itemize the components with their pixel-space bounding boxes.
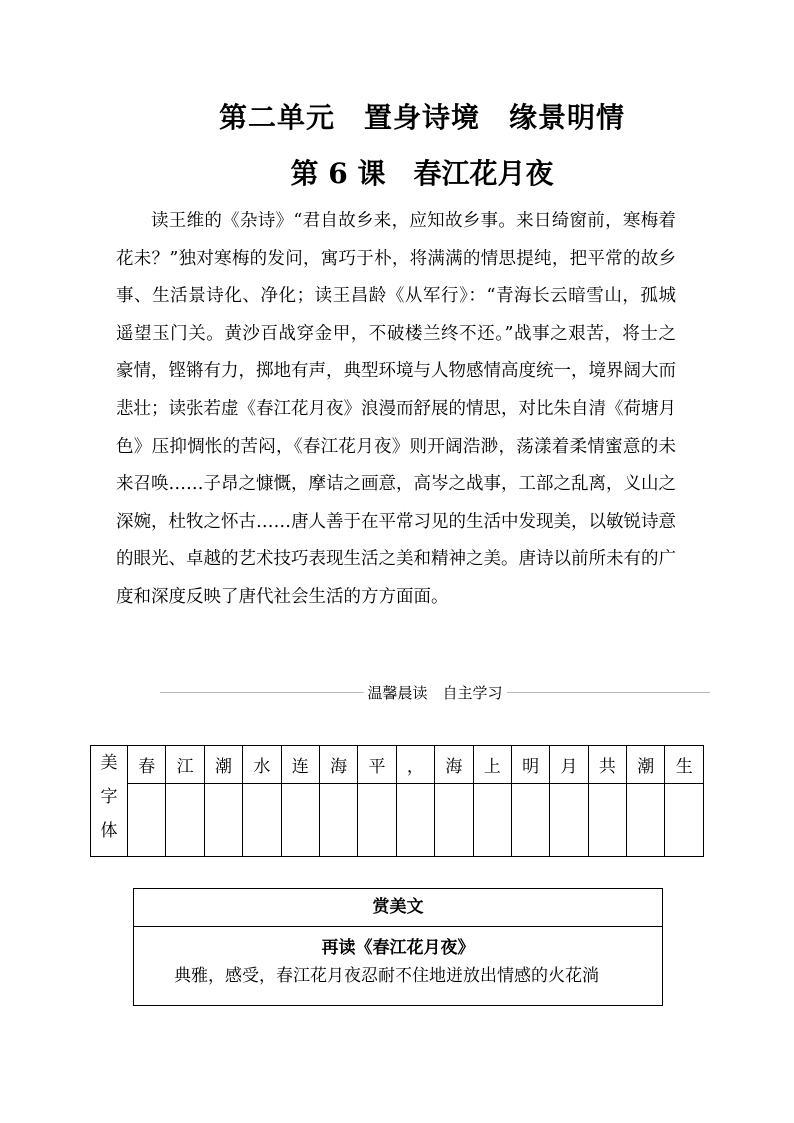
lesson-title: 第 6 课 春江花月夜 xyxy=(290,157,554,190)
section-divider xyxy=(160,680,710,704)
calligraphy-char: 春 xyxy=(128,746,166,784)
practice-cell[interactable] xyxy=(319,784,357,857)
calligraphy-char: 海 xyxy=(435,746,473,784)
calligraphy-char: 潮 xyxy=(627,746,665,784)
calligraphy-char: 月 xyxy=(550,746,588,784)
calligraphy-char-row xyxy=(91,746,704,784)
calligraphy-char: 明 xyxy=(511,746,549,784)
practice-cell[interactable] xyxy=(128,784,166,857)
calligraphy-label-char: 字 xyxy=(100,787,118,807)
calligraphy-char: ， xyxy=(396,746,434,784)
calligraphy-char: 海 xyxy=(319,746,357,784)
calligraphy-char: 江 xyxy=(166,746,204,784)
calligraphy-practice-table xyxy=(90,745,704,857)
practice-cell[interactable] xyxy=(166,784,204,857)
calligraphy-label-char: 美 xyxy=(100,753,118,773)
practice-cell[interactable] xyxy=(665,784,704,857)
calligraphy-char: 生 xyxy=(665,746,704,784)
practice-cell[interactable] xyxy=(204,784,242,857)
practice-cell[interactable] xyxy=(396,784,434,857)
calligraphy-char: 上 xyxy=(473,746,511,784)
practice-cell[interactable] xyxy=(435,784,473,857)
practice-cell[interactable] xyxy=(358,784,396,857)
appreciation-box xyxy=(133,888,663,1006)
practice-cell[interactable] xyxy=(627,784,665,857)
practice-cell[interactable] xyxy=(588,784,626,857)
practice-cell[interactable] xyxy=(281,784,319,857)
calligraphy-char: 潮 xyxy=(204,746,242,784)
calligraphy-char: 共 xyxy=(588,746,626,784)
divider-line-left xyxy=(160,692,364,693)
intro-paragraph: 读王维的《杂诗》“君自故乡来，应知故乡事。来日绮窗前，寒梅着花未？”独对寒梅的发问，寓巧于朴，将满满的情思提纯，把平常的故乡事、生活景诗化、净化；读王昌龄《从军行》：“青海长云暗雪山，孤城遥望玉门关。黄沙百战穿金甲，不破楼兰终不还。”战事之艰苦，将士之豪情，铿锵有力，掷地有声，典型环境与人物感情高度统一，境界阔大而悲壮；读张若虚《春江花月夜》浪漫而舒展的情思，对比朱自清《荷塘月色》压抑惆怅的苦闷，《春江花月夜》则开阔浩渺，荡漾着柔情蜜意的未来召唤……子昂之慷慨，摩诘之画意，高岑之战事，工部之乱离，义山之深婉，杜牧之怀古……唐人善于在平常习见的生活中发现美，以敏锐诗意的眼光、卓越的艺术技巧表现生活之美和精神之美。唐诗以前所未有的广度和深度反映了唐代社会生活的方方面面。 xyxy=(116,211,676,607)
calligraphy-char: 连 xyxy=(281,746,319,784)
practice-cell[interactable] xyxy=(243,784,281,857)
practice-cell[interactable] xyxy=(550,784,588,857)
calligraphy-char: 平 xyxy=(358,746,396,784)
appreciation-title: 赏美文 xyxy=(134,889,662,927)
practice-cell[interactable] xyxy=(511,784,549,857)
unit-title: 第二单元 置身诗境 缘景明情 xyxy=(218,101,625,134)
divider-line-right xyxy=(507,692,711,693)
calligraphy-label-cell xyxy=(91,746,128,857)
calligraphy-char: 水 xyxy=(243,746,281,784)
appreciation-body: 典雅，感受，春江花月夜忍耐不住地迸放出情感的火花淌 xyxy=(174,966,599,986)
section-heading: 温馨晨读 自主学习 xyxy=(367,683,503,702)
practice-cell[interactable] xyxy=(473,784,511,857)
calligraphy-practice-row xyxy=(91,784,704,857)
calligraphy-label-char: 体 xyxy=(100,821,118,841)
appreciation-subtitle: 再读《春江花月夜》 xyxy=(321,938,475,958)
